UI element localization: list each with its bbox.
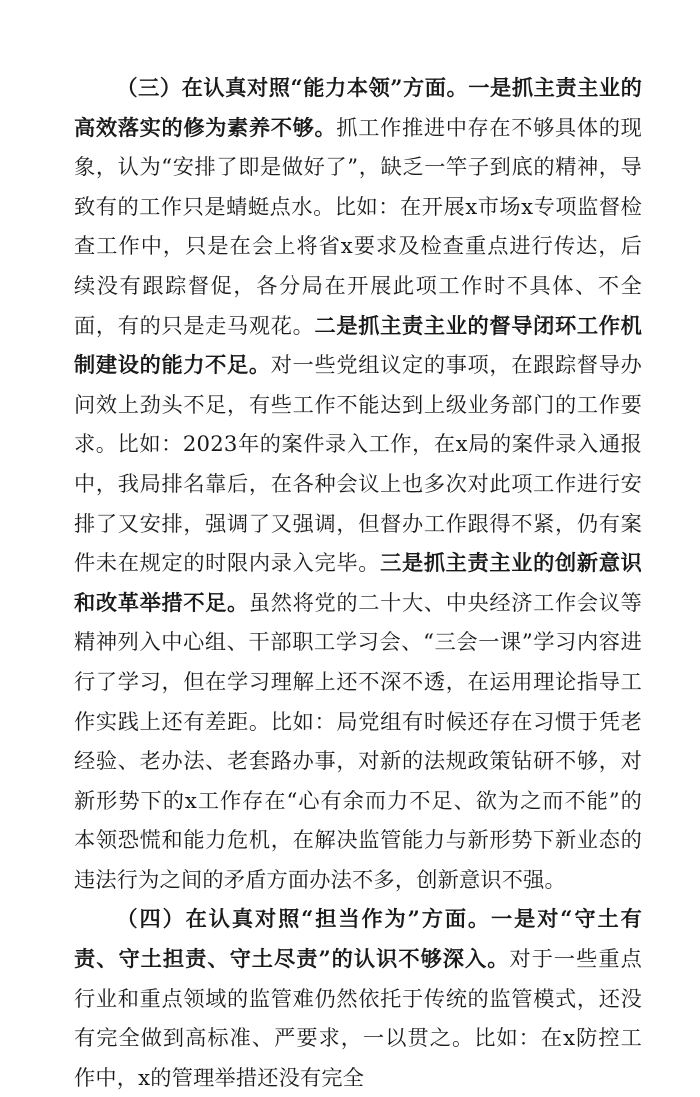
body-text: 虽然将党的二十大、中央经济工作会议等精神列入中心组、干部职工学习会、“三会一课”学习内容进行了学习，但在学习理解上还不深不透，在运用理论指导工作实践上还有差距。比如：局党组有时候还存在习惯于凭老经验、老办法、老套路办事，对新的法规政策钻研不够，对新形势下的x工作存在“心有余而力不足、欲为之而不能”的本领恐慌和能力危机，在解决监管能力与新形势下新业态的违法行为之间的矛盾方面办法不多，创新意识不强。 [74,589,642,892]
body-text: 对一些党组议定的事项，在跟踪督导办问效上劲头不足，有些工作不能达到上级业务部门的工作要求。比如：2023年的案件录入工作，在x局的案件录入通报中，我局排名靠后，在各种会议上也多次对此项工作进行安排了又安排，强调了又强调，但督办工作跟得不紧，仍有案件未在规定的时限内录入完毕。 [74,352,642,576]
heading-responsibility-point-one: （四）在认真对照“担当作为”方面。一是对“守土有责、守土担责、守土尽责”的认识不够深入。 [74,906,642,972]
document-body [74,68,642,1097]
point-two-heading: 二是抓主责主业的督导闭环工作机制建设的能力不足。 [74,312,642,378]
body-text: 抓工作推进中存在不够具体的现象，认为“安排了即是做好了”，缺乏一竿子到底的精神，导致有的工作只是蜻蜓点水。比如：在开展x市场x专项监督检查工作中，只是在会上将省x要求及检查重点进行传达，后续没有跟踪督促，各分局在开展此项工作时不具体、不全面，有的只是走马观花。 [74,114,642,338]
heading-ability-point-one: （三）在认真对照“能力本领”方面。一是抓主责主业的高效落实的修为素养不够。 [74,75,642,140]
paragraph-responsibility [74,899,642,1097]
point-three-heading: 三是抓主责主业的创新意识和改革举措不足。 [74,550,642,615]
body-text: 对于一些重点行业和重点领域的监管难仍然依托于传统的监管模式，还没有完全做到高标准、严要求，一以贯之。比如：在x防控工作中，x的管理举措还没有完全 [74,946,642,1090]
paragraph-ability [74,68,642,899]
